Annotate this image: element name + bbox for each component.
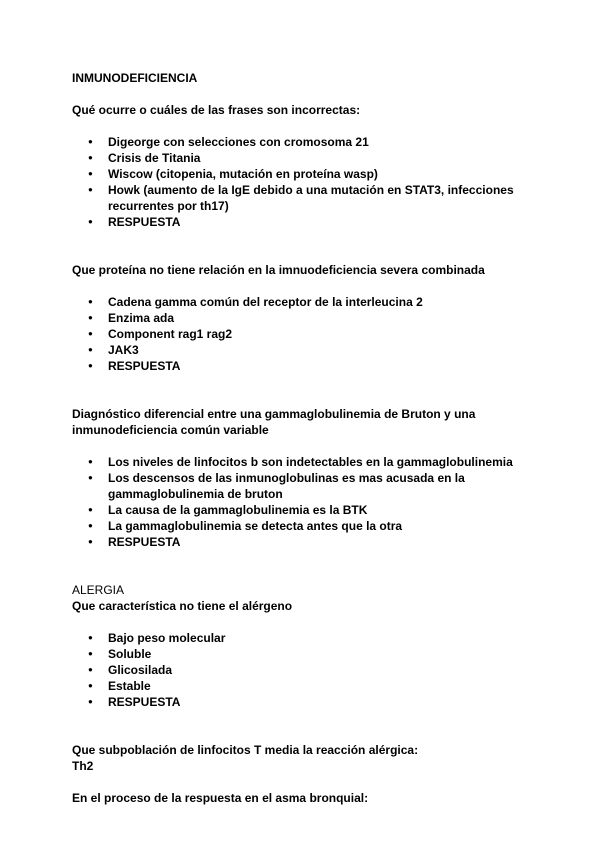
list-item: ● Howk (aumento de la IgE debido a una mutación en STAT3, infecciones recurrentes por th17)	[72, 182, 542, 214]
question-4-options	[72, 630, 542, 710]
list-item: ● Component rag1 rag2	[72, 326, 542, 342]
section-title-alergia: ALERGIA	[72, 583, 125, 597]
list-item: ● Crisis de Titania	[72, 150, 542, 166]
list-item: ● Digeorge con selecciones con cromosoma 21	[72, 134, 542, 150]
question-5-answer: Th2	[72, 759, 94, 773]
section-title-inmunodeficiencia: INMUNODEFICIENCIA	[72, 71, 198, 85]
list-item: ● RESPUESTA	[72, 358, 542, 374]
list-item: ● Cadena gamma común del receptor de la interleucina 2	[72, 294, 542, 310]
question-3-options	[72, 454, 542, 550]
list-item: ● Los niveles de linfocitos b son indetectables en la gammaglobulinemia	[72, 454, 542, 470]
question-2: Que proteína no tiene relación en la imnuodeficiencia severa combinada	[72, 263, 485, 277]
list-item: ● La gammaglobulinemia se detecta antes que la otra	[72, 518, 542, 534]
list-item: ● Los descensos de las inmunoglobulinas es mas acusada en la gammaglobulinemia de bruton	[72, 470, 542, 502]
list-item: ● JAK3	[72, 342, 542, 358]
question-1: Qué ocurre o cuáles de las frases son incorrectas:	[72, 103, 361, 117]
list-item: ● Glicosilada	[72, 662, 542, 678]
list-item: ● Soluble	[72, 646, 542, 662]
question-4: Que característica no tiene el alérgeno	[72, 599, 293, 613]
list-item: ● RESPUESTA	[72, 214, 542, 230]
list-item: ● Bajo peso molecular	[72, 630, 542, 646]
list-item: ● RESPUESTA	[72, 694, 542, 710]
question-1-options	[72, 134, 542, 230]
list-item: ● Enzima ada	[72, 310, 542, 326]
list-item: ● La causa de la gammaglobulinemia es la BTK	[72, 502, 542, 518]
question-5: Que subpoblación de linfocitos T media la reacción alérgica:	[72, 743, 419, 757]
list-item: ● Wiscow (citopenia, mutación en proteína wasp)	[72, 166, 542, 182]
question-2-options	[72, 294, 542, 374]
question-6: En el proceso de la respuesta en el asma bronquial:	[72, 791, 369, 805]
question-3: Diagnóstico diferencial entre una gammaglobulinemia de Bruton y una inmunodeficiencia común variable	[72, 407, 476, 437]
document-page	[72, 70, 542, 806]
list-item: ● RESPUESTA	[72, 534, 542, 550]
list-item: ● Estable	[72, 678, 542, 694]
